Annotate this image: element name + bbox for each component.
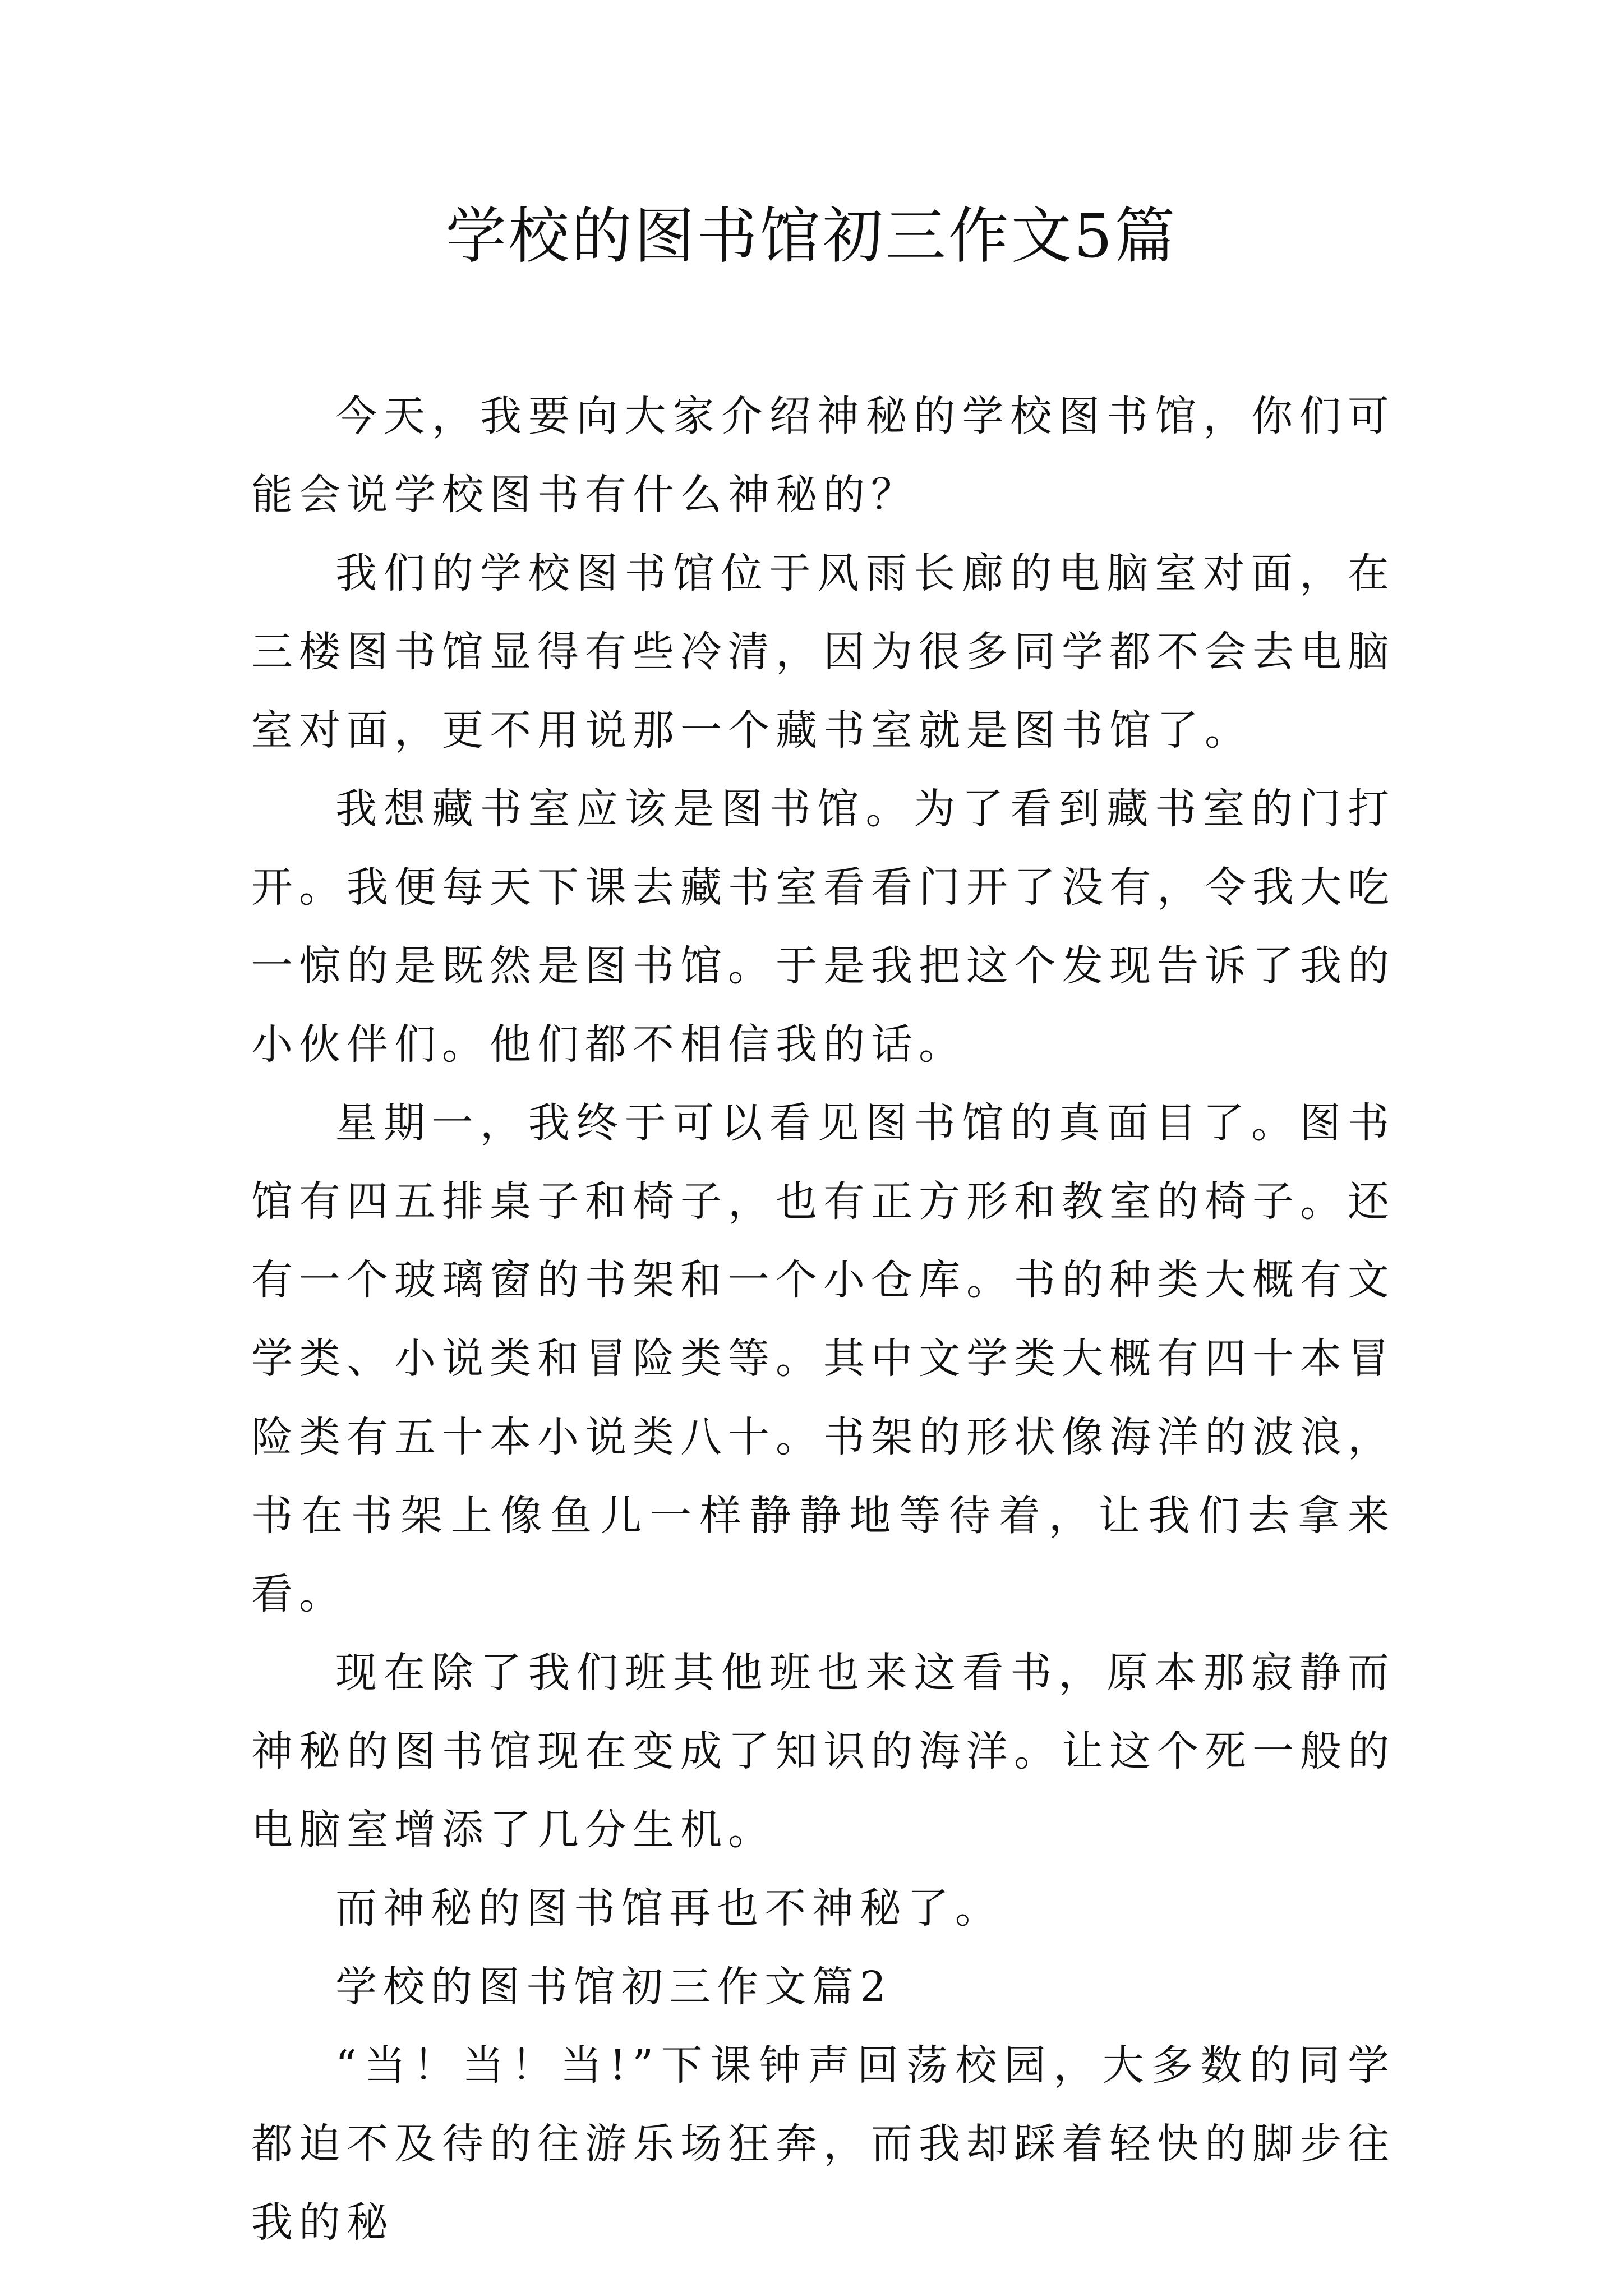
- paragraph: 我们的学校图书馆位于风雨长廊的电脑室对面，在三楼图书馆显得有些冷清，因为很多同学都不会去电脑室对面，更不用说那一个藏书室就是图书馆了。: [251, 549, 1395, 754]
- section-heading: 学校的图书馆初三作文篇2: [335, 1963, 893, 2011]
- paragraph: “当！当！当!”下课钟声回荡校园，大多数的同学都迫不及待的往游乐场狂奔，而我却踩着轻快的脚步往我的秘: [251, 2041, 1395, 2247]
- document-title: 学校的图书馆初三作文5篇: [445, 201, 1178, 272]
- paragraph: 今天，我要向大家介绍神秘的学校图书馆，你们可能会说学校图书有什么神秘的？: [251, 392, 1395, 519]
- document-body: [251, 377, 1395, 2262]
- paragraph: 星期一，我终于可以看见图书馆的真面目了。图书馆有四五排桌子和椅子，也有正方形和教室的椅子。还有一个玻璃窗的书架和一个小仓库。书的种类大概有文学类、小说类和冒险类等。其中文学类大概有四十本冒险类有五十本小说类八十。书架的形状像海洋的波浪，书在书架上像鱼儿一样静静地等待着，让我们去拿来看。: [251, 1099, 1395, 1618]
- paragraph: 而神秘的图书馆再也不神秘了。: [335, 1884, 1003, 1932]
- paragraph: 现在除了我们班其他班也来这看书，原本那寂静而神秘的图书馆现在变成了知识的海洋。让这个死一般的电脑室增添了几分生机。: [251, 1649, 1395, 1854]
- paragraph: 我想藏书室应该是图书馆。为了看到藏书室的门打开。我便每天下课去藏书室看看门开了没有，令我大吃一惊的是既然是图书馆。于是我把这个发现告诉了我的小伙伴们。他们都不相信我的话。: [251, 785, 1395, 1069]
